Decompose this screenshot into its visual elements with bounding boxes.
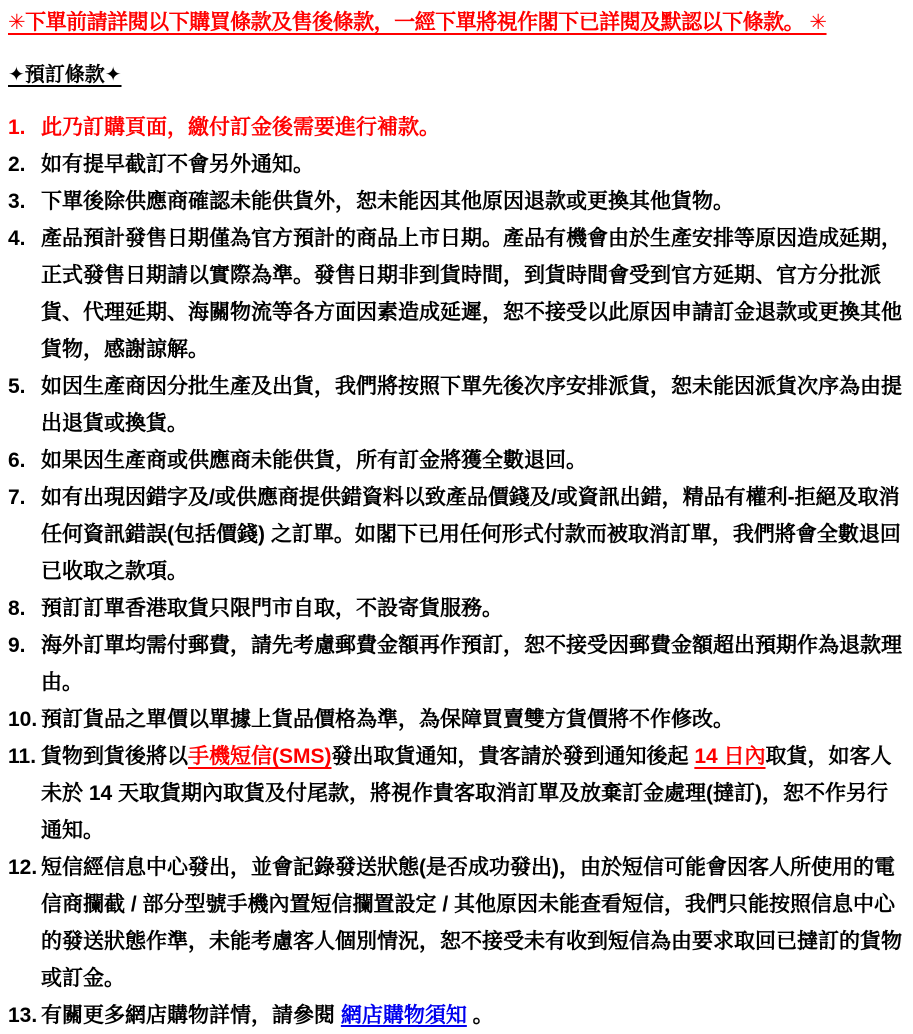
terms-item-number: 7. — [8, 486, 26, 509]
terms-item-13 — [8, 997, 907, 1034]
terms-item-text — [41, 627, 907, 701]
terms-item-1 — [8, 109, 907, 146]
terms-item-text — [41, 701, 907, 738]
text-segment: 產品預計發售日期僅為官方預計的商品上市日期。產品有機會由於生產安排等原因造成延期，正式發售日期請以實際為準。發售日期非到貨時間，到貨時間會受到官方延期、官方分批派貨、代理延期、海關物流等各方面因素造成延遲，恕不接受以此原因申請訂金退款或更換其他貨物，感謝諒解。 — [41, 227, 902, 361]
terms-list — [8, 109, 907, 1034]
red-segment: 此乃訂購頁面，繳付訂金後需要進行補款。 — [41, 116, 440, 139]
terms-item-5 — [8, 368, 907, 442]
shop-guide-link[interactable]: 網店購物須知 — [340, 1004, 467, 1027]
text-segment: 。 — [466, 1004, 494, 1027]
terms-item-3 — [8, 183, 907, 220]
text-segment: 預訂訂單香港取貨只限門市自取，不設寄貨服務。 — [41, 597, 503, 620]
terms-item-number: 3. — [8, 190, 26, 213]
terms-item-text — [41, 220, 907, 368]
terms-item-8 — [8, 590, 907, 627]
terms-item-7 — [8, 479, 907, 590]
text-segment: 預訂貨品之單價以單據上貨品價格為準，為保障買賣雙方貨價將不作修改。 — [41, 708, 734, 731]
terms-item-number: 1. — [8, 116, 26, 139]
terms-item-number: 10. — [8, 708, 38, 731]
text-segment: 貨物到貨後將以 — [41, 745, 188, 768]
text-segment: 有關更多網店購物詳情，請參閱 — [41, 1004, 341, 1027]
text-segment: 如果因生產商或供應商未能供貨，所有訂金將獲全數退回。 — [41, 449, 587, 472]
terms-item-12 — [8, 849, 907, 997]
terms-item-number: 4. — [8, 227, 26, 250]
text-segment: 如因生產商因分批生產及出貨，我們將按照下單先後次序安排派貨，恕未能因派貨次序為由提出退貨或換貨。 — [41, 375, 902, 435]
terms-item-text — [41, 183, 907, 220]
terms-item-text — [41, 109, 907, 146]
section-header: ✦預訂條款✦ — [8, 64, 122, 86]
terms-item-number: 11. — [8, 745, 37, 768]
text-segment: 如有出現因錯字及/或供應商提供錯資料以致產品價錢及/或資訊出錯，精品有權利-拒絕及取消任何資訊錯誤(包括價錢) 之訂單。如閣下已用任何形式付款而被取消訂單，我們將會全數退回已收取之款項。 — [41, 486, 901, 583]
text-segment: 下單後除供應商確認未能供貨外，恕未能因其他原因退款或更換其他貨物。 — [41, 190, 734, 213]
terms-item-2 — [8, 146, 907, 183]
terms-item-text — [41, 590, 907, 627]
terms-item-text — [41, 442, 907, 479]
terms-item-text — [41, 368, 907, 442]
text-segment: 取貨，如客人未於 14 天取貨期內取貨及付尾款，將視作貴客取消訂單及放棄訂金處理(撻訂)，恕不作另行通知。 — [41, 745, 892, 842]
terms-item-4 — [8, 220, 907, 368]
terms-item-number: 13. — [8, 1004, 38, 1027]
terms-item-text — [41, 146, 907, 183]
terms-item-6 — [8, 442, 907, 479]
text-segment: 短信經信息中心發出，並會記錄發送狀態(是否成功發出)，由於短信可能會因客人所使用的電信商攔截 / 部分型號手機內置短信攔置設定 / 其他原因未能查看短信，我們只能按照信息中心的發送狀態作準，未能考慮客人個別情況，恕不接受未有收到短信為由要求取回已撻訂的貨物或訂金。 — [41, 856, 902, 990]
terms-item-number: 12. — [8, 856, 38, 879]
text-segment: 海外訂單均需付郵費，請先考慮郵費金額再作預訂，恕不接受因郵費金額超出預期作為退款理由。 — [41, 634, 902, 694]
terms-item-9 — [8, 627, 907, 701]
terms-item-number: 2. — [8, 153, 26, 176]
terms-item-11 — [8, 738, 907, 849]
terms-item-text — [41, 479, 907, 590]
red-underline-segment: 14 日內 — [694, 745, 766, 768]
terms-item-number: 8. — [8, 597, 26, 620]
terms-item-text — [41, 997, 907, 1034]
red-underline-segment: 手機短信(SMS) — [188, 745, 332, 768]
terms-item-10 — [8, 701, 907, 738]
terms-item-number: 9. — [8, 634, 26, 657]
page-title: ✳下單前請詳閱以下購買條款及售後條款，一經下單將視作閣下已詳閱及默認以下條款。 ✳ — [8, 11, 827, 34]
terms-item-number: 6. — [8, 449, 26, 472]
text-segment: 發出取貨通知，貴客請於發到通知後起 — [331, 745, 695, 768]
terms-item-text — [41, 849, 907, 997]
terms-item-number: 5. — [8, 375, 26, 398]
text-segment: 如有提早截訂不會另外通知。 — [41, 153, 314, 176]
terms-item-text — [41, 738, 907, 849]
